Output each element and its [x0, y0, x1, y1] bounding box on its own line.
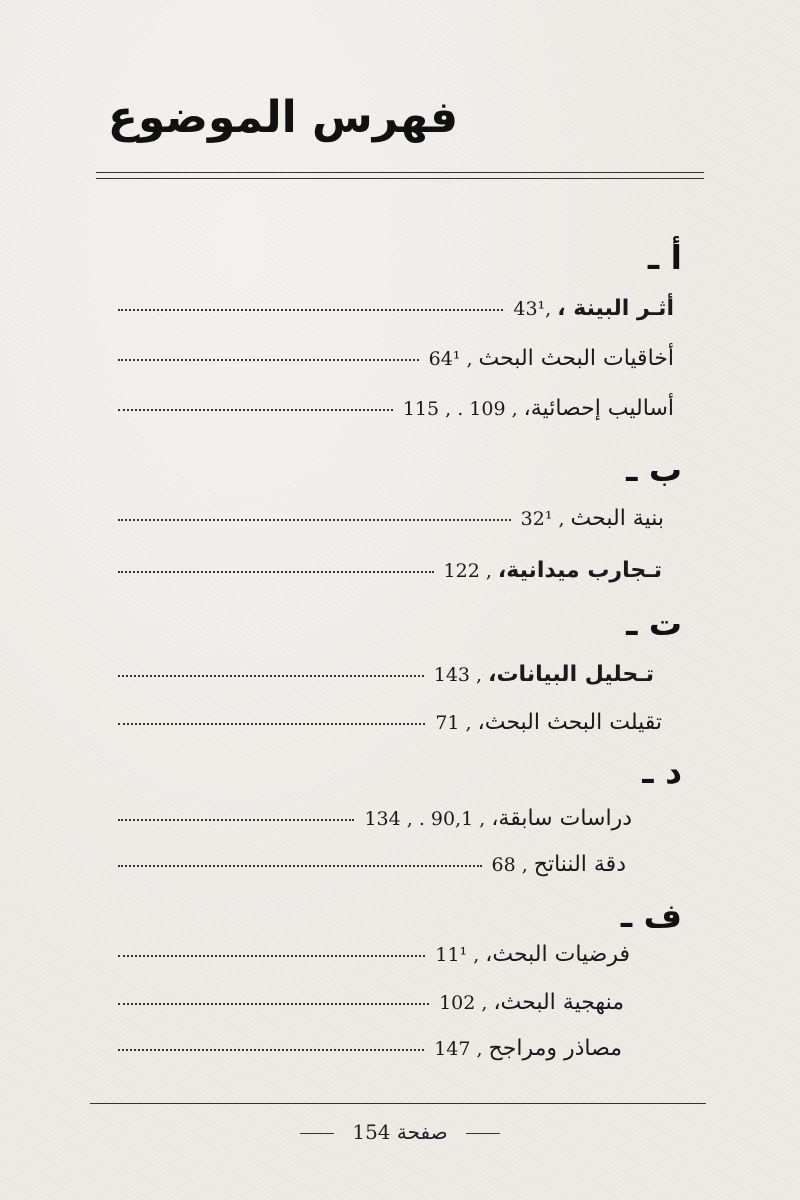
entry-pages: 71 ,: [435, 712, 472, 734]
rule-line-upper: [96, 172, 704, 173]
entry-pages: 102 ,: [439, 992, 488, 1014]
entry-pages: 143 ,: [433, 664, 483, 686]
dot-leader: [118, 1048, 424, 1051]
page-title: فهرس الموضوع: [107, 92, 458, 143]
dot-leader: [118, 408, 393, 411]
entry-term: أخاقيات البحث البحث: [478, 346, 674, 371]
footer-dash-right: [466, 1133, 500, 1134]
entry-term: فرضيات البحث،: [485, 942, 630, 967]
entry-pages: 115 , . 109 ,: [402, 398, 518, 420]
dot-leader: [118, 308, 503, 311]
footer-page-number: 154: [352, 1120, 391, 1144]
section-heading-ba: ب ـ: [626, 450, 682, 489]
dot-leader: [118, 674, 424, 677]
dot-leader: [118, 358, 419, 361]
entry-pages: 122 ,: [443, 560, 492, 582]
entry-term: بنية البحث: [570, 506, 664, 531]
index-entry: [118, 662, 654, 696]
entry-term: أثـر البينة ،: [557, 296, 674, 321]
index-entry: [118, 558, 662, 592]
index-entry: [118, 346, 674, 380]
entry-term: تـجارب ميدانية،: [497, 558, 662, 583]
entry-pages: 11¹ ,: [435, 944, 480, 966]
entry-term: تقيلت البحث البحث،: [477, 710, 662, 735]
index-entry: [118, 1036, 622, 1070]
index-entry: [118, 506, 664, 540]
entry-pages: 147 ,: [434, 1038, 483, 1060]
dot-leader: [118, 518, 511, 521]
index-entry: [118, 396, 674, 430]
page-footer: [0, 1120, 800, 1144]
entry-term: مصاذر ومراجح: [488, 1036, 622, 1061]
dot-leader: [118, 570, 434, 573]
section-heading-alef: أ ـ: [647, 238, 682, 277]
dot-leader: [118, 722, 425, 725]
entry-pages: 134 , . 90,1 ,: [364, 808, 486, 830]
title-double-rule: [96, 172, 704, 182]
dot-leader: [118, 1002, 429, 1005]
index-entry: [118, 852, 626, 886]
dot-leader: [118, 954, 425, 957]
entry-pages: 32¹ ,: [520, 508, 565, 530]
entry-term: دراسات سابقة،: [491, 806, 632, 831]
entry-pages: 68 ,: [491, 854, 528, 876]
entry-term: منهجية البحث،: [493, 990, 624, 1015]
footer-dash-left: [300, 1133, 334, 1134]
dot-leader: [118, 864, 482, 867]
entry-term: تـحليل البيانات،: [488, 662, 654, 687]
index-entry: [118, 806, 632, 840]
section-heading-fa: ف ـ: [620, 896, 682, 935]
entry-term: أساليب إحصائية،: [523, 396, 674, 421]
index-entry: [118, 710, 662, 744]
section-heading-ta: ت ـ: [626, 604, 682, 643]
rule-line-lower: [96, 178, 704, 179]
index-entry: [118, 990, 624, 1024]
section-heading-dal: د ـ: [642, 752, 682, 791]
index-entry: [118, 942, 630, 976]
entry-pages: 64¹ ,: [428, 348, 473, 370]
dot-leader: [118, 818, 354, 821]
index-entry: [118, 296, 674, 330]
entry-term: دقة النناتح: [533, 852, 626, 877]
footer-page-label: صفحة: [396, 1120, 448, 1144]
entry-pages: 43¹,: [513, 298, 552, 320]
footer-rule: [90, 1103, 706, 1104]
